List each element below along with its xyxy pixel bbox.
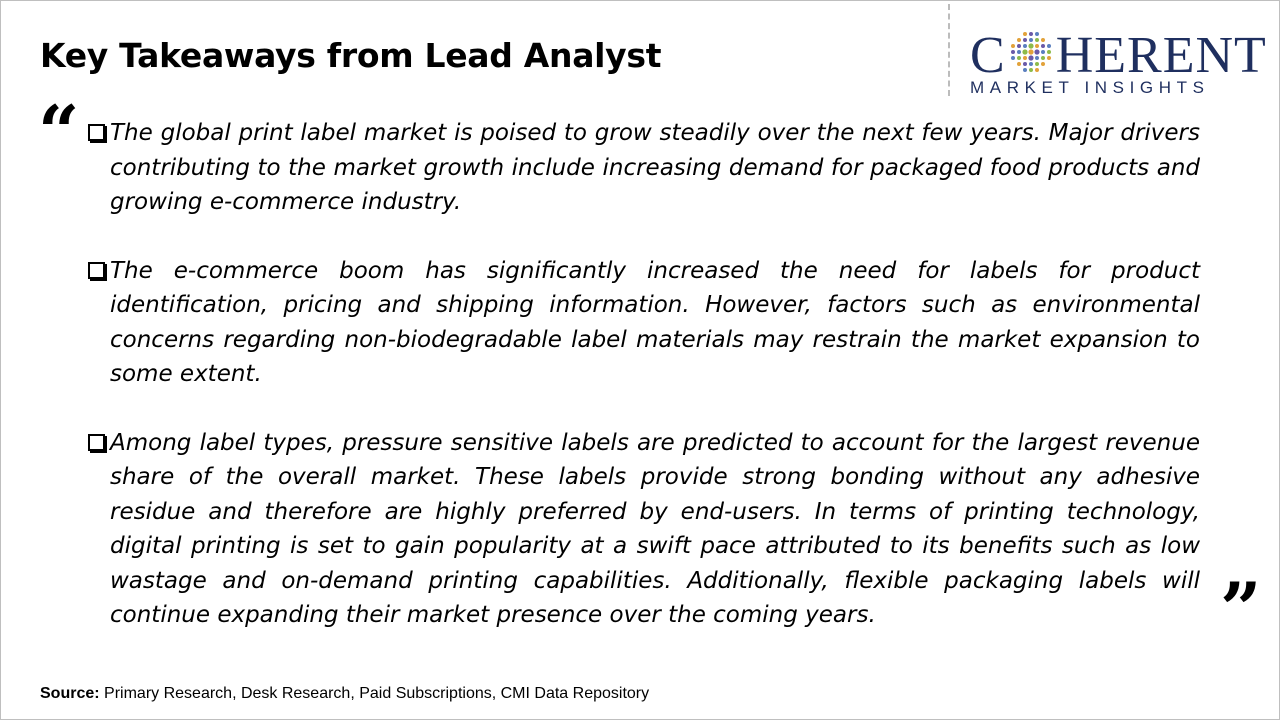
logo-dot (1029, 68, 1033, 72)
logo-dot (1034, 49, 1039, 54)
logo-dot (1028, 43, 1033, 48)
logo-dot (1011, 50, 1015, 54)
logo-dot (1017, 44, 1021, 48)
logo-dot (1035, 32, 1039, 36)
logo-dot (1011, 56, 1015, 60)
logo-dot (1047, 44, 1051, 48)
takeaway-text: The global print label market is poised to grow steadily over the next few years. Major drivers contributing to the market growth include increasing demand for packaged food products and growing e-commerce industry. (110, 120, 1200, 215)
logo-dot (1035, 44, 1039, 48)
logo-dot (1035, 38, 1039, 42)
logo-dot (1041, 56, 1045, 60)
takeaways-list (86, 116, 1200, 667)
takeaway-item (86, 426, 1200, 633)
logo-dot (1017, 62, 1021, 66)
logo-dot (1023, 68, 1027, 72)
logo-letters-herent: HERENT (1055, 27, 1267, 84)
source-note (40, 685, 649, 703)
checkbox-bullet-icon (88, 262, 105, 279)
logo-dot (1023, 44, 1027, 48)
logo-dot (1041, 44, 1045, 48)
logo-dot (1011, 44, 1015, 48)
logo-dot (1023, 56, 1027, 60)
logo-dot (1041, 62, 1045, 66)
logo-subtitle: MARKET INSIGHTS (970, 78, 1210, 97)
page-title: Key Takeaways from Lead Analyst (40, 36, 662, 75)
takeaway-item (86, 116, 1200, 220)
header-divider (948, 4, 950, 96)
source-label: Source: (40, 685, 100, 702)
logo-dot (1023, 32, 1027, 36)
logo-dot (1029, 38, 1033, 42)
logo-dot (1017, 50, 1021, 54)
logo-dot (1022, 49, 1027, 54)
logo-dot (1035, 56, 1039, 60)
logo-dot (1035, 62, 1039, 66)
logo-dot (1029, 32, 1033, 36)
logo-dot (1041, 50, 1045, 54)
logo-dot (1017, 56, 1021, 60)
takeaway-text: The e-commerce boom has significantly increased the need for labels for product identification, pricing and shipping information. However, factors such as environmental concerns regarding non-biodegradable label materials may restrain the market expansion to some extent. (110, 257, 1200, 387)
logo-letter-c: C (970, 27, 1006, 84)
takeaway-item (86, 254, 1200, 392)
logo-dots-icon (1008, 30, 1054, 74)
logo-wordmark (970, 28, 1267, 84)
takeaway-text: Among label types, pressure sensitive labels are predicted to account for the largest revenue share of the overall market. These labels provide strong bonding without any adhesive residue and therefore are highly preferred by end-users. In terms of printing technology, digital printing is set to gain popularity at a swift pace attributed to its benefits such as low wastage and on-demand printing capabilities. Additionally, flexible packaging labels will continue expanding their market presence over the coming years. (110, 429, 1200, 628)
logo-dot (1047, 50, 1051, 54)
logo-dot (1017, 38, 1021, 42)
checkbox-bullet-icon (88, 434, 105, 451)
source-text: Primary Research, Desk Research, Paid Subscriptions, CMI Data Repository (104, 685, 650, 702)
open-quote-icon: “ (38, 89, 80, 174)
close-quote-icon: ” (1220, 566, 1262, 651)
logo-dot (1041, 38, 1045, 42)
logo-dot (1047, 56, 1051, 60)
logo-dot (1023, 62, 1027, 66)
checkbox-bullet-icon (88, 124, 105, 141)
logo-dot (1029, 62, 1033, 66)
logo-dot (1023, 38, 1027, 42)
logo-dot (1035, 68, 1039, 72)
logo-dot (1028, 55, 1033, 60)
company-logo (962, 27, 1267, 98)
logo-dot (1028, 49, 1033, 54)
